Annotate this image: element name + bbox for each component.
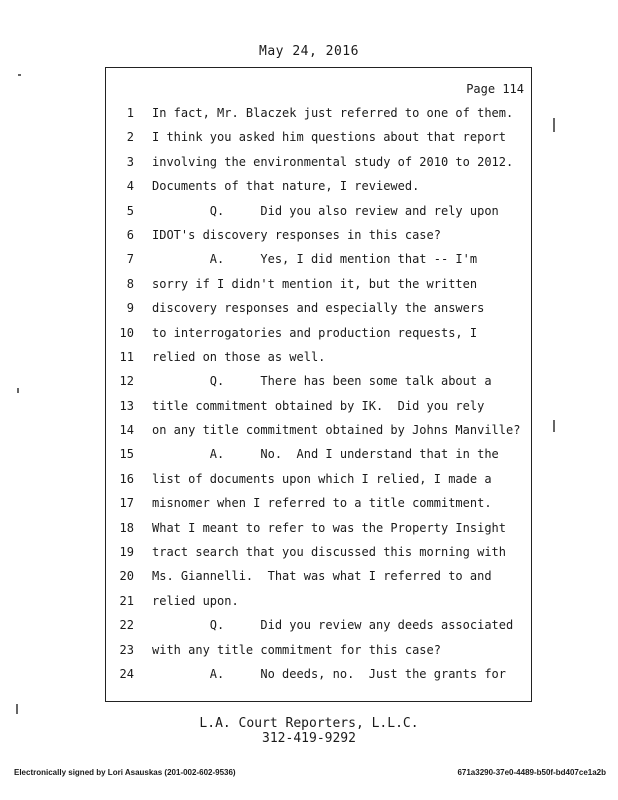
transcript-line bbox=[110, 442, 525, 466]
transcript-line bbox=[110, 125, 525, 149]
transcript-line bbox=[110, 418, 525, 442]
line-text: Q. There has been some talk about a bbox=[152, 374, 492, 389]
line-text: title commitment obtained by IK. Did you rely bbox=[152, 398, 485, 413]
line-number: 22 bbox=[119, 618, 134, 633]
line-text: involving the environmental study of 2010 to 2012. bbox=[152, 154, 514, 169]
line-number: 3 bbox=[126, 154, 134, 169]
line-number: 7 bbox=[126, 252, 134, 267]
line-number: 20 bbox=[119, 569, 134, 584]
line-number: 8 bbox=[126, 276, 134, 291]
scan-speck bbox=[16, 704, 18, 714]
transcript-line bbox=[110, 101, 525, 125]
line-number: 4 bbox=[126, 179, 134, 194]
transcript-line bbox=[110, 345, 525, 369]
document-id: 671a3290-37e0-4489-b50f-bd407ce1a2b bbox=[457, 768, 606, 777]
line-text: discovery responses and especially the answers bbox=[152, 301, 485, 316]
transcript-line bbox=[110, 223, 525, 247]
line-text: A. No deeds, no. Just the grants for bbox=[152, 666, 507, 681]
transcript-line bbox=[110, 321, 525, 345]
line-text: sorry if I didn't mention it, but the written bbox=[152, 276, 478, 291]
line-text: misnomer when I referred to a title commitment. bbox=[152, 496, 492, 511]
transcript-line bbox=[110, 540, 525, 564]
line-number: 24 bbox=[119, 666, 134, 681]
line-text: list of documents upon which I relied, I made a bbox=[152, 471, 492, 486]
header-date: May 24, 2016 bbox=[259, 44, 359, 59]
transcript-line bbox=[110, 199, 525, 223]
line-text: Ms. Giannelli. That was what I referred to and bbox=[152, 569, 492, 584]
transcript-line bbox=[110, 516, 525, 540]
line-text: Documents of that nature, I reviewed. bbox=[152, 179, 420, 194]
transcript-line bbox=[110, 394, 525, 418]
line-number: 14 bbox=[119, 423, 134, 438]
line-text: relied upon. bbox=[152, 593, 239, 608]
line-number: 9 bbox=[126, 301, 134, 316]
line-number: 6 bbox=[126, 227, 134, 242]
transcript-line bbox=[110, 638, 525, 662]
transcript-line bbox=[110, 296, 525, 320]
transcript-line bbox=[110, 369, 525, 393]
line-text: tract search that you discussed this morning with bbox=[152, 545, 507, 560]
line-text: Q. Did you review any deeds associated bbox=[152, 618, 514, 633]
line-text: with any title commitment for this case? bbox=[152, 642, 441, 657]
line-number: 10 bbox=[119, 325, 134, 340]
line-number: 1 bbox=[126, 106, 134, 120]
line-number: 23 bbox=[119, 642, 134, 657]
scan-speck bbox=[553, 118, 555, 132]
line-number: 5 bbox=[126, 203, 134, 218]
line-text: In fact, Mr. Blaczek just referred to one of them. bbox=[152, 106, 514, 120]
line-text: I think you asked him questions about that report bbox=[152, 130, 507, 145]
line-number: 18 bbox=[119, 520, 134, 535]
transcript-line bbox=[110, 613, 525, 637]
line-text: A. Yes, I did mention that -- I'm bbox=[152, 252, 478, 267]
line-text: A. No. And I understand that in the bbox=[152, 447, 499, 462]
transcript-line bbox=[110, 150, 525, 174]
line-text: Q. Did you also review and rely upon bbox=[152, 203, 499, 218]
line-text: to interrogatories and production requests, I bbox=[152, 325, 478, 340]
transcript-line bbox=[110, 589, 525, 613]
line-number: 13 bbox=[119, 398, 134, 413]
line-number: 16 bbox=[119, 471, 134, 486]
line-text: on any title commitment obtained by Johns Manville? bbox=[152, 423, 521, 438]
court-reporter-phone: 312-419-9292 bbox=[262, 731, 356, 746]
electronic-signature: Electronically signed by Lori Asauskas (201-002-602-9536) bbox=[14, 768, 236, 777]
court-reporter-name: L.A. Court Reporters, L.L.C. bbox=[199, 716, 419, 731]
page-number: Page 114 bbox=[466, 82, 524, 96]
line-number: 21 bbox=[119, 593, 134, 608]
line-text: IDOT's discovery responses in this case? bbox=[152, 227, 441, 242]
line-number: 19 bbox=[119, 545, 134, 560]
scan-speck bbox=[553, 420, 555, 432]
line-number: 15 bbox=[119, 447, 134, 462]
transcript-line bbox=[110, 272, 525, 296]
scan-speck bbox=[17, 388, 19, 393]
line-number: 2 bbox=[126, 130, 134, 145]
transcript-line bbox=[110, 662, 525, 686]
line-text: relied on those as well. bbox=[152, 349, 326, 364]
transcript-line bbox=[110, 247, 525, 271]
line-text: What I meant to refer to was the Property Insight bbox=[152, 520, 507, 535]
transcript-line bbox=[110, 491, 525, 515]
line-number: 12 bbox=[119, 374, 134, 389]
line-number: 11 bbox=[119, 349, 134, 364]
transcript-lines bbox=[110, 101, 525, 686]
transcript-line bbox=[110, 564, 525, 588]
transcript-line bbox=[110, 174, 525, 198]
line-number: 17 bbox=[119, 496, 134, 511]
transcript-line bbox=[110, 467, 525, 491]
scan-speck bbox=[18, 74, 21, 76]
